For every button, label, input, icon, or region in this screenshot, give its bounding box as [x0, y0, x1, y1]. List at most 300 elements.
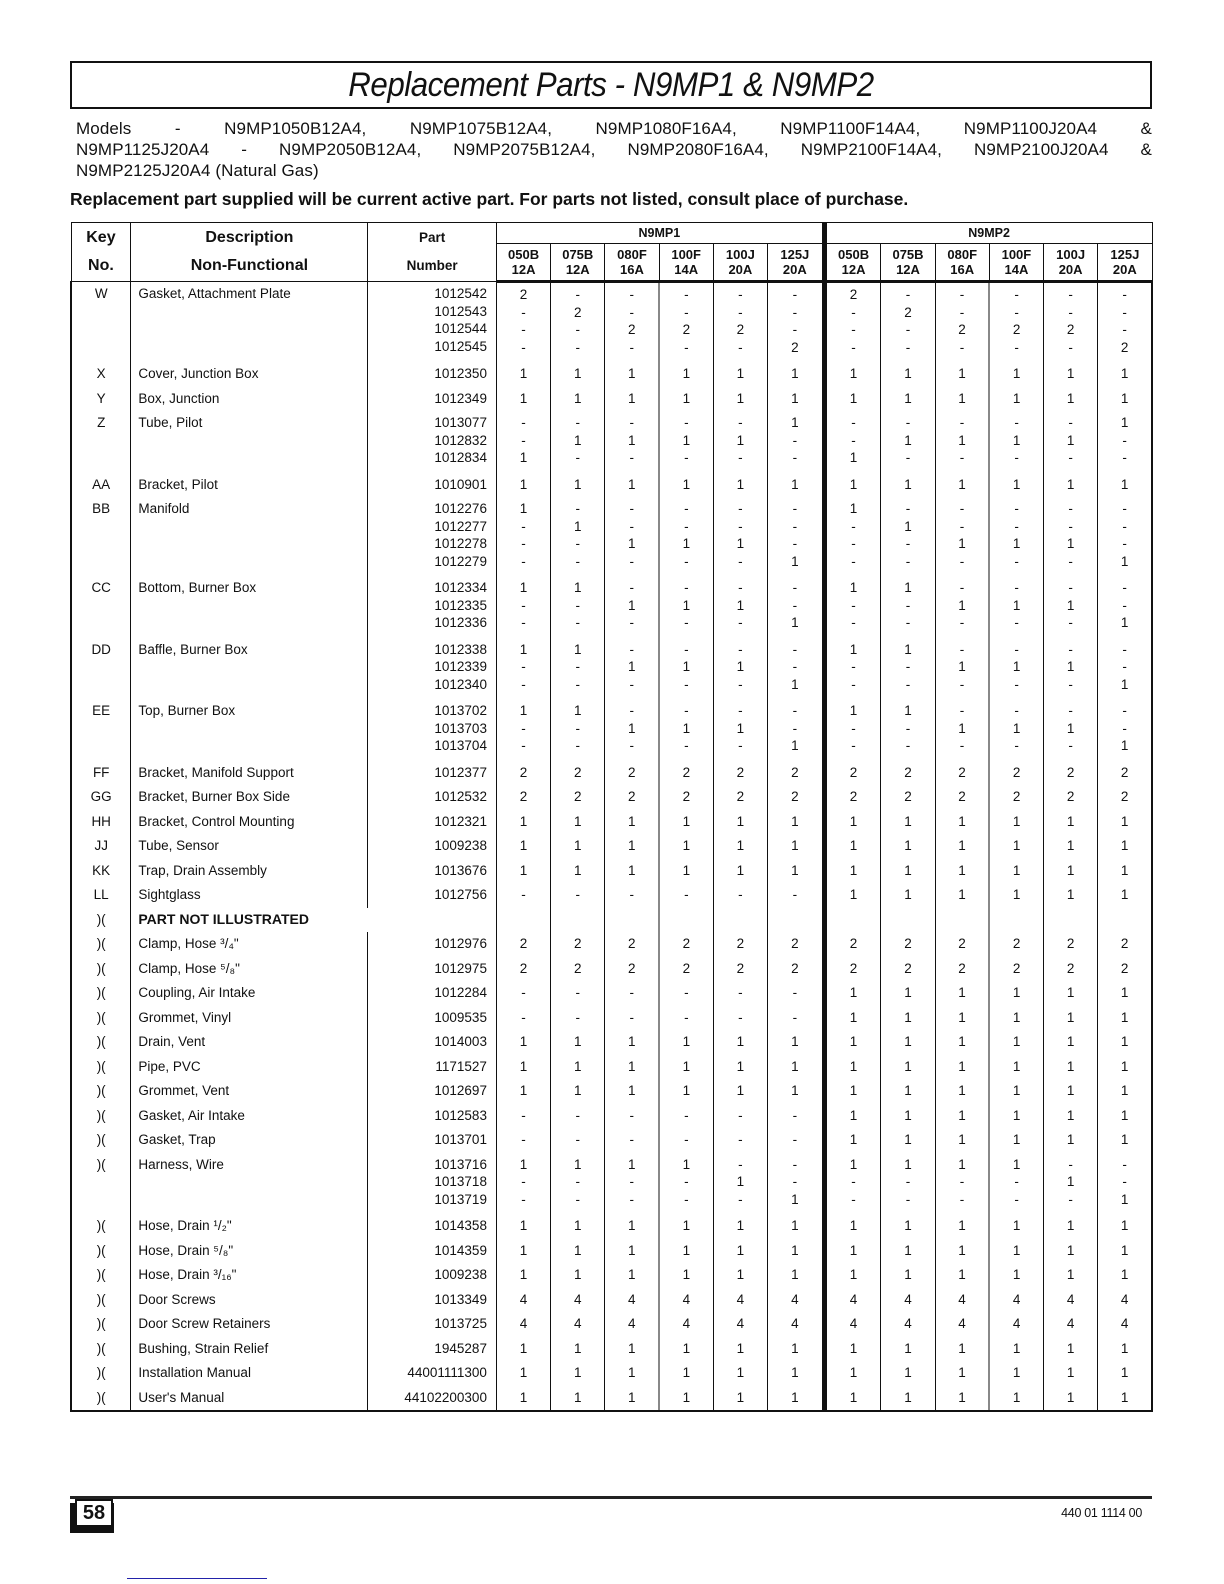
quantity-cell: - [605, 1128, 659, 1153]
quantity-cell: 1 [496, 1361, 550, 1386]
quantity-cell: - 1 - [605, 638, 659, 700]
quantity-cell: 2 [1044, 761, 1098, 786]
part-number: 1012338 1012339 1012340 [368, 638, 497, 700]
quantity-cell: 1 [881, 387, 935, 412]
part-description: Manifold [131, 497, 368, 576]
part-description: Trap, Drain Assembly [131, 859, 368, 884]
part-description: Gasket, Trap [131, 1128, 368, 1153]
table-row [71, 1030, 1152, 1055]
part-number: 1014003 [368, 1030, 497, 1055]
part-number: 1012350 [368, 362, 497, 387]
quantity-cell: 1 [496, 1239, 550, 1264]
quantity-cell: 2 [881, 785, 935, 810]
quantity-cell: 1 - - [881, 1153, 935, 1215]
document-number: 440 01 1114 00 [1061, 1506, 1142, 1520]
part-description: Bushing, Strain Relief [131, 1337, 368, 1362]
quantity-cell: - 1 - [605, 576, 659, 638]
table-row [71, 1128, 1152, 1153]
quantity-cell: 2 [989, 785, 1043, 810]
quantity-cell: 2 [824, 761, 881, 786]
quantity-cell: 2 [605, 957, 659, 982]
quantity-cell: 1 [605, 1386, 659, 1412]
quantity-cell: - 1 - [713, 699, 767, 761]
part-description: Hose, Drain ¹/₂" [131, 1214, 368, 1239]
table-row [71, 638, 1152, 700]
quantity-cell [496, 908, 550, 933]
part-description: Tube, Pilot [131, 411, 368, 473]
quantity-cell: 1 [935, 1386, 989, 1412]
quantity-cell: 1 [881, 1006, 935, 1031]
quantity-cell: 1 [1098, 1263, 1152, 1288]
page-number-badge [70, 1499, 118, 1531]
key-no: )( [71, 1006, 131, 1031]
part-description: Bracket, Control Mounting [131, 810, 368, 835]
part-number: 1013676 [368, 859, 497, 884]
section-header-label: PART NOT ILLUSTRATED [138, 910, 309, 927]
table-row [71, 810, 1152, 835]
quantity-cell: 1 [713, 1263, 767, 1288]
quantity-cell: 1 [551, 834, 605, 859]
quantity-cell: 1 - - [881, 576, 935, 638]
part-number: 1013701 [368, 1128, 497, 1153]
quantity-cell: 1 [935, 1361, 989, 1386]
quantity-cell: - [496, 1006, 550, 1031]
quantity-cell [551, 908, 605, 933]
quantity-cell: 1 [767, 1263, 824, 1288]
table-row [71, 981, 1152, 1006]
quantity-cell: 1 [1044, 834, 1098, 859]
quantity-cell: 4 [1098, 1312, 1152, 1337]
quantity-cell: 1 [824, 834, 881, 859]
quantity-cell: 1 - - [824, 699, 881, 761]
table-row [71, 932, 1152, 957]
table-row [71, 411, 1152, 473]
quantity-cell: 1 [659, 859, 713, 884]
quantity-cell: - [659, 1006, 713, 1031]
quantity-cell: 1 [659, 1386, 713, 1412]
quantity-cell: 2 [713, 957, 767, 982]
quantity-cell: 1 [605, 859, 659, 884]
quantity-cell: - [767, 981, 824, 1006]
table-row [71, 1386, 1152, 1412]
quantity-cell [1044, 908, 1098, 933]
key-no: )( [71, 1312, 131, 1337]
quantity-cell: 1 [935, 1214, 989, 1239]
quantity-cell [1098, 908, 1152, 933]
table-row [71, 362, 1152, 387]
quantity-cell: 1 [659, 1055, 713, 1080]
quantity-cell: 1 [713, 1239, 767, 1264]
header-model-n9mp1-100f: 100F 14A [659, 244, 713, 282]
quantity-cell: 4 [824, 1312, 881, 1337]
quantity-cell: 1 [824, 473, 881, 498]
quantity-cell: 2 [881, 761, 935, 786]
quantity-cell [824, 908, 881, 933]
quantity-cell: 4 [881, 1312, 935, 1337]
quantity-cell: 4 [935, 1312, 989, 1337]
quantity-cell: - - 1 - [605, 497, 659, 576]
quantity-cell: 4 [551, 1312, 605, 1337]
quantity-cell: 1 [881, 859, 935, 884]
quantity-cell: 2 [824, 957, 881, 982]
table-row [71, 859, 1152, 884]
table-row [71, 1288, 1152, 1313]
part-number: 1012583 [368, 1104, 497, 1129]
quantity-cell: - [713, 981, 767, 1006]
key-no: KK [71, 859, 131, 884]
part-number: 1012321 [368, 810, 497, 835]
quantity-cell: 1 [1044, 1263, 1098, 1288]
table-row [71, 576, 1152, 638]
quantity-cell: - - 1 [824, 411, 881, 473]
part-description: Hose, Drain ⁵/₈" [131, 1239, 368, 1264]
quantity-cell: 1 - - [824, 576, 881, 638]
page-title-box [70, 61, 1152, 109]
header-model-n9mp1-075b: 075B 12A [551, 244, 605, 282]
quantity-cell: 2 [935, 932, 989, 957]
quantity-cell: - - - 2 [1098, 282, 1152, 363]
key-no: X [71, 362, 131, 387]
quantity-cell: 1 [881, 810, 935, 835]
quantity-cell: - - 1 - [989, 497, 1043, 576]
quantity-cell: - 1 - [659, 638, 713, 700]
part-description: Hose, Drain ³/₁₆" [131, 1263, 368, 1288]
key-no: )( [71, 1153, 131, 1215]
quantity-cell: 1 [551, 1055, 605, 1080]
quantity-cell: 1 [551, 1214, 605, 1239]
quantity-cell: 1 [1044, 883, 1098, 908]
quantity-cell: - - 1 - [659, 497, 713, 576]
quantity-cell: - 1 - [1044, 1153, 1098, 1215]
key-no: EE [71, 699, 131, 761]
quantity-cell: 1 [1044, 981, 1098, 1006]
quantity-cell: 1 [767, 1079, 824, 1104]
key-no: GG [71, 785, 131, 810]
quantity-cell: 1 [713, 834, 767, 859]
part-description: Door Screw Retainers [131, 1312, 368, 1337]
quantity-cell [605, 908, 659, 933]
quantity-cell: - 1 - [713, 411, 767, 473]
quantity-cell: - - 2 - [1044, 282, 1098, 363]
quantity-cell: 1 [767, 362, 824, 387]
part-description: Tube, Sensor [131, 834, 368, 859]
quantity-cell: 1 [881, 1104, 935, 1129]
key-no: )( [71, 1337, 131, 1362]
key-no: )( [71, 1104, 131, 1129]
quantity-cell: 1 [551, 1386, 605, 1412]
quantity-cell: - - - 1 [767, 497, 824, 576]
replacement-notice: Replacement part supplied will be current active part. For parts not listed, consult place of purchase. [70, 189, 909, 209]
key-no: FF [71, 761, 131, 786]
part-number: 1012284 [368, 981, 497, 1006]
quantity-cell: 1 [605, 1263, 659, 1288]
quantity-cell: 2 [659, 932, 713, 957]
quantity-cell: 1 [496, 1030, 550, 1055]
quantity-cell: 1 [989, 473, 1043, 498]
quantity-cell: 1 [496, 810, 550, 835]
quantity-cell: 1 [935, 1337, 989, 1362]
quantity-cell: 1 [659, 1263, 713, 1288]
quantity-cell: 1 [881, 1263, 935, 1288]
quantity-cell: 1 [605, 1239, 659, 1264]
quantity-cell: 4 [824, 1288, 881, 1313]
quantity-cell: 1 [989, 981, 1043, 1006]
part-number: 1010901 [368, 473, 497, 498]
key-no: W [71, 282, 131, 363]
quantity-cell: 1 [1098, 1055, 1152, 1080]
quantity-cell: 1 [824, 387, 881, 412]
quantity-cell: 1 [551, 859, 605, 884]
replacement-parts-table [70, 222, 1153, 1412]
quantity-cell: 1 [1098, 834, 1152, 859]
quantity-cell: 1 [605, 1030, 659, 1055]
quantity-cell: - - 2 - [935, 282, 989, 363]
quantity-cell: 1 [659, 362, 713, 387]
quantity-cell: 1 [935, 1104, 989, 1129]
quantity-cell: - [496, 883, 550, 908]
part-number: 1945287 [368, 1337, 497, 1362]
quantity-cell: 4 [605, 1312, 659, 1337]
quantity-cell: 1 [767, 473, 824, 498]
part-description: Bottom, Burner Box [131, 576, 368, 638]
quantity-cell: 2 [767, 761, 824, 786]
quantity-cell: 1 [989, 1386, 1043, 1412]
quantity-cell: 1 [1044, 1128, 1098, 1153]
quantity-cell: 1 [1098, 1239, 1152, 1264]
part-description: Top, Burner Box [131, 699, 368, 761]
quantity-cell: - 1 - - [881, 497, 935, 576]
quantity-cell: 1 [767, 1337, 824, 1362]
table-row [71, 473, 1152, 498]
table-row [71, 957, 1152, 982]
quantity-cell: 1 [767, 1361, 824, 1386]
quantity-cell: - [496, 1128, 550, 1153]
quantity-cell: 1 [1044, 1337, 1098, 1362]
quantity-cell: 1 [1044, 387, 1098, 412]
quantity-cell: 1 [989, 1361, 1043, 1386]
quantity-cell: 1 [989, 1214, 1043, 1239]
quantity-cell: 1 [1098, 387, 1152, 412]
quantity-cell: 2 [1098, 785, 1152, 810]
quantity-cell: - [551, 981, 605, 1006]
quantity-cell: - - 1 [1098, 638, 1152, 700]
quantity-cell: 2 - - - [496, 282, 550, 363]
quantity-cell: 1 [1098, 1361, 1152, 1386]
header-model-n9mp1-080f: 080F 16A [605, 244, 659, 282]
quantity-cell: 1 [605, 387, 659, 412]
quantity-cell: - 1 - [989, 699, 1043, 761]
key-no: )( [71, 1128, 131, 1153]
part-number: 1012334 1012335 1012336 [368, 576, 497, 638]
key-no: )( [71, 981, 131, 1006]
quantity-cell: 1 [1044, 1214, 1098, 1239]
table-row [71, 699, 1152, 761]
quantity-cell: 2 [551, 957, 605, 982]
part-description: Baffle, Burner Box [131, 638, 368, 700]
part-number: 1014358 [368, 1214, 497, 1239]
table-row [71, 1104, 1152, 1129]
table-row [71, 1079, 1152, 1104]
quantity-cell: - - 1 - [935, 497, 989, 576]
quantity-cell: 1 [1098, 1214, 1152, 1239]
table-row [71, 1055, 1152, 1080]
quantity-cell: - [551, 883, 605, 908]
key-no: )( [71, 1079, 131, 1104]
part-number: 1009535 [368, 1006, 497, 1031]
quantity-cell: 1 [496, 362, 550, 387]
key-no: )( [71, 1263, 131, 1288]
quantity-cell: 1 [989, 1055, 1043, 1080]
key-no: AA [71, 473, 131, 498]
table-row [71, 908, 1152, 933]
quantity-cell: - [713, 1128, 767, 1153]
quantity-cell: 1 [659, 834, 713, 859]
table-row [71, 883, 1152, 908]
quantity-cell: 1 [1044, 810, 1098, 835]
quantity-cell [713, 908, 767, 933]
quantity-cell: 1 [496, 834, 550, 859]
quantity-cell: - [551, 1128, 605, 1153]
quantity-cell: 1 [659, 1361, 713, 1386]
quantity-cell: 1 - - [551, 1153, 605, 1215]
quantity-cell: 1 [605, 1337, 659, 1362]
quantity-cell: - 1 - [659, 699, 713, 761]
quantity-cell: 1 - - [824, 1153, 881, 1215]
quantity-cell: 1 [767, 387, 824, 412]
quantity-cell: 4 [767, 1288, 824, 1313]
quantity-cell: 1 [824, 1361, 881, 1386]
quantity-cell: 2 [551, 761, 605, 786]
quantity-cell: 2 [605, 932, 659, 957]
quantity-cell: 1 [989, 1030, 1043, 1055]
page-number: 58 [75, 1499, 113, 1527]
quantity-cell: - [551, 1006, 605, 1031]
header-model-n9mp2-100f: 100F 14A [989, 244, 1043, 282]
quantity-cell: - [605, 883, 659, 908]
key-no: DD [71, 638, 131, 700]
quantity-cell: - [659, 1104, 713, 1129]
footer-rule [70, 1496, 1152, 1499]
quantity-cell: 1 [1098, 1128, 1152, 1153]
quantity-cell: 2 [881, 932, 935, 957]
quantity-cell [989, 908, 1043, 933]
quantity-cell: 4 [713, 1288, 767, 1313]
quantity-cell: 1 [496, 1263, 550, 1288]
quantity-cell: 2 [935, 785, 989, 810]
quantity-cell: 1 [824, 1055, 881, 1080]
quantity-cell: 1 [881, 1214, 935, 1239]
quantity-cell: 1 [713, 1079, 767, 1104]
quantity-cell: 2 [767, 932, 824, 957]
table-row [71, 387, 1152, 412]
quantity-cell: 1 [659, 473, 713, 498]
quantity-cell: 4 [496, 1288, 550, 1313]
quantity-cell: 1 [1044, 1386, 1098, 1412]
quantity-cell: - 1 - [713, 1153, 767, 1215]
part-description: Drain, Vent [131, 1030, 368, 1055]
quantity-cell: 1 - - [496, 638, 550, 700]
quantity-cell: 1 - - [551, 576, 605, 638]
quantity-cell: 1 [824, 1030, 881, 1055]
quantity-cell: 1 [605, 362, 659, 387]
quantity-cell: 1 [824, 1079, 881, 1104]
part-description: Gasket, Attachment Plate [131, 282, 368, 363]
quantity-cell: - [605, 981, 659, 1006]
part-description: Cover, Junction Box [131, 362, 368, 387]
quantity-cell: 1 [767, 1055, 824, 1080]
key-no: )( [71, 1239, 131, 1264]
quantity-cell: - 1 - [551, 411, 605, 473]
quantity-cell: - 1 - [713, 638, 767, 700]
quantity-cell: 1 [1098, 1079, 1152, 1104]
quantity-cell: 1 [1044, 473, 1098, 498]
quantity-cell: 4 [989, 1288, 1043, 1313]
quantity-cell: - 1 - [989, 576, 1043, 638]
quantity-cell: 1 [989, 834, 1043, 859]
quantity-cell: 1 [935, 1030, 989, 1055]
quantity-cell: 4 [1098, 1288, 1152, 1313]
part-description: Installation Manual [131, 1361, 368, 1386]
quantity-cell: 1 [935, 1128, 989, 1153]
quantity-cell: - 1 - [1044, 411, 1098, 473]
quantity-cell: 1 [605, 810, 659, 835]
quantity-cell: 1 [659, 1079, 713, 1104]
part-number: 1012975 [368, 957, 497, 982]
quantity-cell: 2 [881, 957, 935, 982]
quantity-cell: 4 [496, 1312, 550, 1337]
quantity-cell: 1 [605, 1214, 659, 1239]
quantity-cell: 1 [605, 473, 659, 498]
key-no: BB [71, 497, 131, 576]
key-no: )( [71, 1214, 131, 1239]
quantity-cell: - [767, 1128, 824, 1153]
key-no: )( [71, 957, 131, 982]
quantity-cell: - 1 - [935, 699, 989, 761]
quantity-cell: - - 2 - [605, 282, 659, 363]
part-number [368, 908, 497, 933]
quantity-cell: 1 [767, 810, 824, 835]
quantity-cell: 2 [824, 785, 881, 810]
quantity-cell: 1 [989, 1128, 1043, 1153]
quantity-cell: 1 [659, 387, 713, 412]
quantity-cell: - 1 - [935, 638, 989, 700]
quantity-cell: 2 [605, 761, 659, 786]
header-model-n9mp2-075b: 075B 12A [881, 244, 935, 282]
quantity-cell: 2 [824, 932, 881, 957]
quantity-cell: 1 [824, 1214, 881, 1239]
quantity-cell: 1 [1098, 859, 1152, 884]
quantity-cell: 1 [496, 387, 550, 412]
quantity-cell: 2 [605, 785, 659, 810]
quantity-cell: 1 [496, 859, 550, 884]
quantity-cell: 4 [551, 1288, 605, 1313]
header-description: Description Non-Functional [131, 223, 368, 282]
quantity-cell: 1 [496, 1055, 550, 1080]
quantity-cell: 1 [989, 362, 1043, 387]
quantity-cell: 1 [881, 981, 935, 1006]
quantity-cell: 1 - - [824, 638, 881, 700]
quantity-cell: 1 [935, 362, 989, 387]
part-number: 1012532 [368, 785, 497, 810]
quantity-cell: - 1 - [935, 411, 989, 473]
quantity-cell: - - 1 [767, 1153, 824, 1215]
part-description: Pipe, PVC [131, 1055, 368, 1080]
key-no: )( [71, 1386, 131, 1412]
table-row [71, 1239, 1152, 1264]
quantity-cell: - [605, 1104, 659, 1129]
quantity-cell: 1 [551, 362, 605, 387]
quantity-cell: 1 [935, 981, 989, 1006]
